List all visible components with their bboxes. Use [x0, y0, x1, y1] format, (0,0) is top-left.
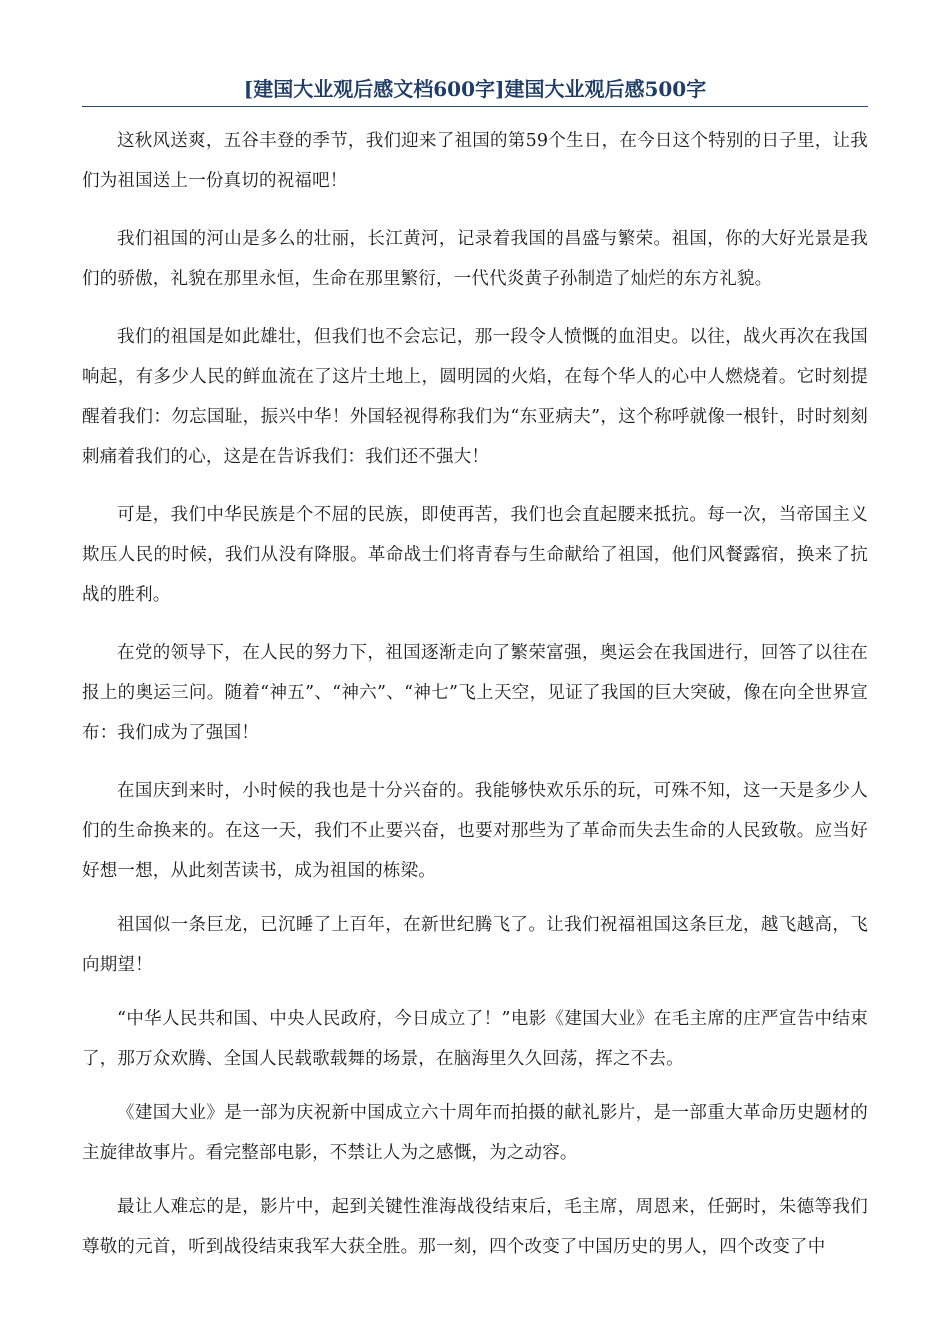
paragraph: 在国庆到来时，小时候的我也是十分兴奋的。我能够快欢乐乐的玩，可殊不知，这一天是多少人们的生命换来的。在这一天，我们不止要兴奋，也要对那些为了革命而失去生命的人民致敬。应当好好想一想，从此刻苦读书，成为祖国的栋梁。: [82, 781, 868, 881]
paragraph: 最让人难忘的是，影片中，起到关键性淮海战役结束后，毛主席，周恩来，任弼时，朱德等我们尊敬的元首，听到战役结束我军大获全胜。那一刻，四个改变了中国历史的男人，四个改变了中: [82, 1197, 868, 1257]
paragraph: 这秋风送爽，五谷丰登的季节，我们迎来了祖国的第59个生日，在今日这个特别的日子里，让我们为祖国送上一份真切的祝福吧！: [82, 131, 868, 191]
paragraph: 可是，我们中华民族是个不屈的民族，即使再苦，我们也会直起腰来抵抗。每一次，当帝国主义欺压人民的时候，我们从没有降服。革命战士们将青春与生命献给了祖国，他们风餐露宿，换来了抗战的胜利。: [82, 505, 868, 605]
paragraph: 我们的祖国是如此雄壮，但我们也不会忘记，那一段令人愤慨的血泪史。以往，战火再次在我国响起，有多少人民的鲜血流在了这片土地上，圆明园的火焰，在每个华人的心中人燃烧着。它时刻提醒着我们：勿忘国耻，振兴中华！外国轻视得称我们为“东亚病夫”，这个称呼就像一根针，时时刻刻刺痛着我们的心，这是在告诉我们：我们还不强大！: [82, 327, 868, 467]
document-title: [建国大业观后感文档600字]建国大业观后感500字: [82, 76, 868, 107]
document-page: [82, 76, 868, 1281]
paragraph: “中华人民共和国、中央人民政府，今日成立了！”电影《建国大业》在毛主席的庄严宣告中结束了，那万众欢腾、全国人民载歌载舞的场景，在脑海里久久回荡，挥之不去。: [82, 1009, 868, 1069]
document-body: [82, 121, 868, 1267]
paragraph: 在党的领导下，在人民的努力下，祖国逐渐走向了繁荣富强，奥运会在我国进行，回答了以往在报上的奥运三问。随着“神五”、“神六”、“神七”飞上天空，见证了我国的巨大突破，像在向全世界宣布：我们成为了强国！: [82, 643, 868, 743]
paragraph: 祖国似一条巨龙，已沉睡了上百年，在新世纪腾飞了。让我们祝福祖国这条巨龙，越飞越高，飞向期望！: [82, 915, 868, 975]
paragraph: 我们祖国的河山是多么的壮丽，长江黄河，记录着我国的昌盛与繁荣。祖国，你的大好光景是我们的骄傲，礼貌在那里永恒，生命在那里繁衍，一代代炎黄子孙制造了灿烂的东方礼貌。: [82, 229, 868, 289]
paragraph: 《建国大业》是一部为庆祝新中国成立六十周年而拍摄的献礼影片，是一部重大革命历史题材的主旋律故事片。看完整部电影，不禁让人为之感慨，为之动容。: [82, 1103, 868, 1163]
